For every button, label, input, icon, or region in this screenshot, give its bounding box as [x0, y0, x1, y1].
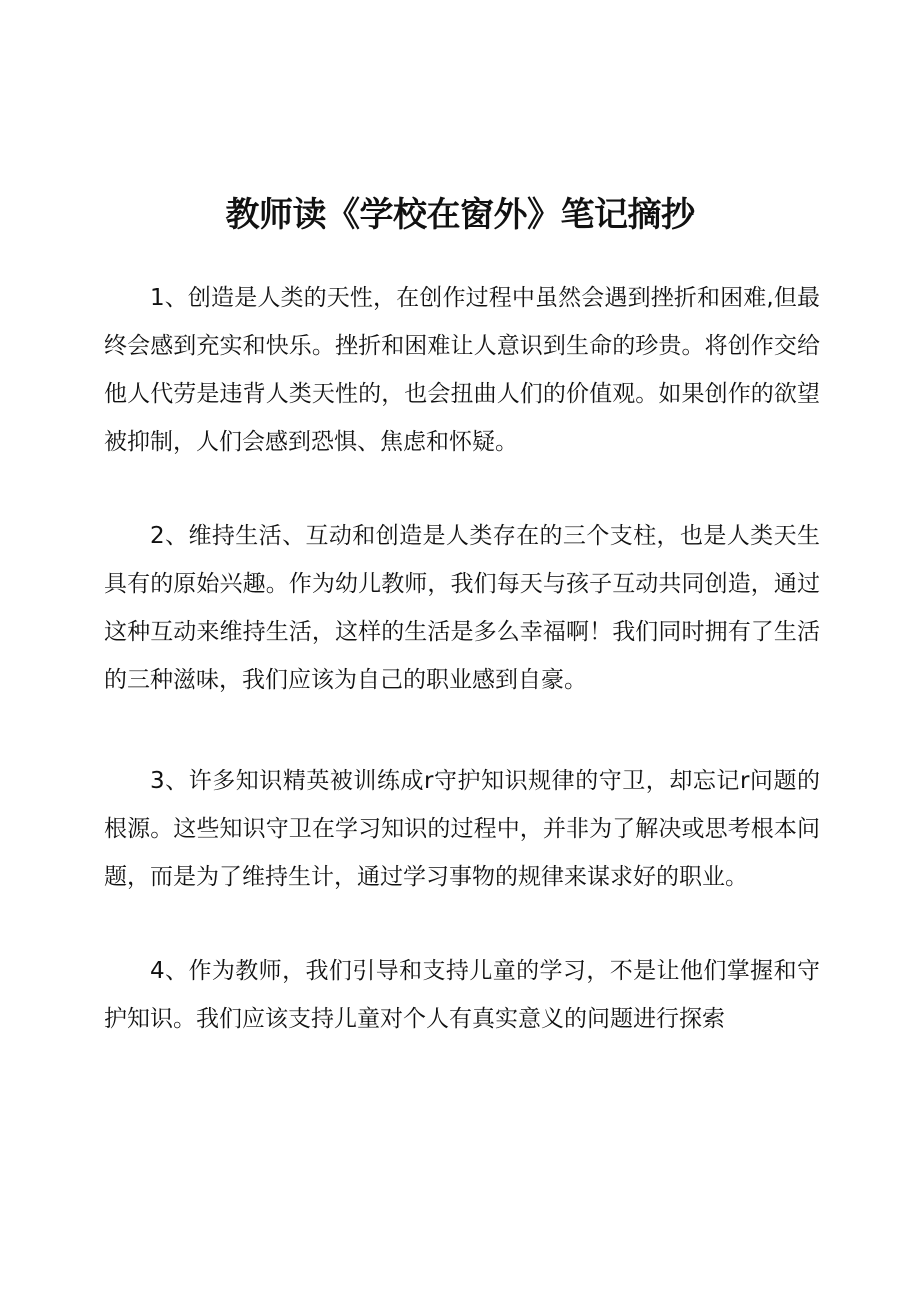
paragraph-2: 2、维持生活、互动和创造是人类存在的三个支柱，也是人类天生具有的原始兴趣。作为幼儿教师，我们每天与孩子互动共同创造，通过这种互动来维持生活，这样的生活是多么幸福啊！我们同时拥有了生活的三种滋味，我们应该为自己的职业感到自豪。	[104, 523, 820, 693]
paragraph-3: 3、许多知识精英被训练成r守护知识规律的守卫，却忘记r问题的根源。这些知识守卫在学习知识的过程中，并非为了解决或思考根本问题，而是为了维持生计，通过学习事物的规律来谋求好的职业。	[104, 768, 820, 890]
paragraph-4: 4、作为教师，我们引导和支持儿童的学习，不是让他们掌握和守护知识。我们应该支持儿童对个人有真实意义的问题进行探索	[104, 958, 820, 1032]
document-title: 教师读《学校在窗外》笔记摘抄	[225, 194, 695, 235]
paragraph-1: 1、创造是人类的天性，在创作过程中虽然会遇到挫折和困难,但最终会感到充实和快乐。挫折和困难让人意识到生命的珍贵。将创作交给他人代劳是违背人类天性的，也会扭曲人们的价值观。如果创作的欲望被抑制，人们会感到恐惧、焦虑和怀疑。	[104, 285, 820, 455]
